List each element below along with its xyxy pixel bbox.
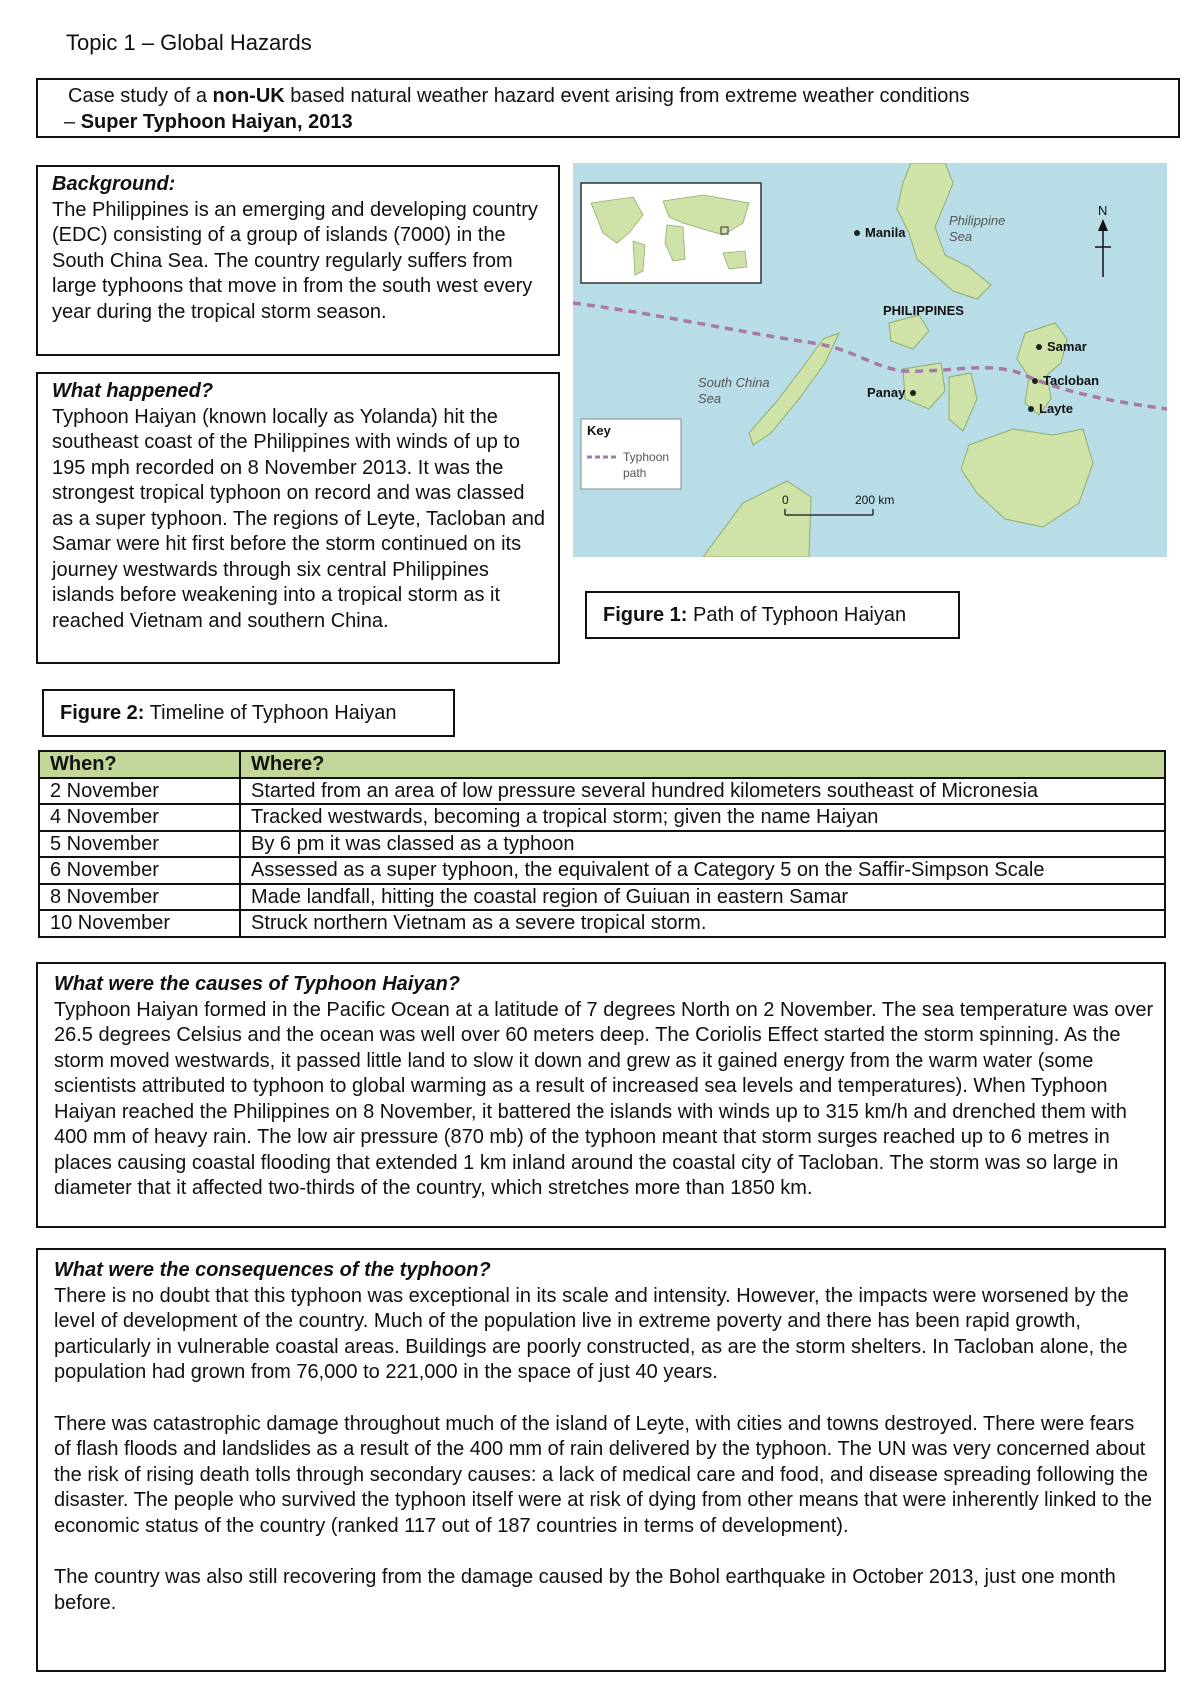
cell-where: Made landfall, hitting the coastal region of Guiuan in eastern Samar <box>240 884 1165 911</box>
causes-heading: What were the causes of Typhoon Haiyan? <box>54 973 460 995</box>
what-happened-text: Typhoon Haiyan (known locally as Yolanda) hit the southeast coast of the Philippines with winds of up to 195 mph recorded on 8 November 2013. It was the strongest tropical typhoon on record and was classed as a super typhoon. The regions of Leyte, Tacloban and Samar were hit first before the storm continued on its journey westwards through six central Philippines islands before weakening into a tropical storm as it reached Vietnam and southern China. <box>52 405 545 632</box>
header-where: Where? <box>240 751 1165 778</box>
cell-when: 8 November <box>39 884 240 911</box>
cell-where: Tracked westwards, becoming a tropical storm; given the name Haiyan <box>240 804 1165 831</box>
timeline-header-row <box>39 751 1165 778</box>
cell-where: Assessed as a super typhoon, the equivalent of a Category 5 on the Saffir-Simpson Scale <box>240 857 1165 884</box>
tacloban-dot <box>1032 378 1038 384</box>
consequences-paragraph-3: The country was also still recovering from the damage caused by the Bohol earthquake in October 2013, just one month before. <box>54 1566 1116 1614</box>
cell-when: 2 November <box>39 778 240 805</box>
samar-dot <box>1036 344 1042 350</box>
causes-box <box>36 962 1166 1228</box>
manila-label: Manila <box>865 225 906 240</box>
figure-2-caption: Figure 2: Timeline of Typhoon Haiyan <box>42 689 455 737</box>
layte-label: Layte <box>1039 401 1073 416</box>
layte-dot <box>1028 406 1034 412</box>
tacloban-label: Tacloban <box>1043 373 1100 388</box>
background-heading: Background: <box>52 173 176 195</box>
key-title: Key <box>587 423 611 438</box>
philippine-sea-label-1: Philippine <box>949 213 1006 228</box>
consequences-paragraph-1: There is no doubt that this typhoon was exceptional in its scale and intensity. However, the impacts were worsened by the level of development of the country. Much of the population live in extreme poverty and there has been rapid growth, particularly in vulnerable coastal areas. Buildings are poorly constructed, as are the storm shelters. In Tacloban alone, the population had grown from 76,000 to 221,000 in the space of just 40 years. <box>54 1284 1129 1383</box>
table-row <box>39 778 1165 805</box>
table-row <box>39 910 1165 937</box>
cell-when: 5 November <box>39 831 240 858</box>
philippine-sea-label-2: Sea <box>949 229 973 244</box>
key-item-line-2: path <box>623 466 647 480</box>
scale-end-label: 200 km <box>855 493 895 507</box>
philippines-label: PHILIPPINES <box>883 303 964 318</box>
cell-where: Struck northern Vietnam as a severe tropical storm. <box>240 910 1165 937</box>
consequences-paragraph-2: There was catastrophic damage throughout much of the island of Leyte, with cities and towns destroyed. There were fears of flash floods and landslides as a result of the 400 mm of rain delivered by the typhoon. The UN was very concerned about the risk of rising death tolls through secondary causes: a lack of medical care and food, and disease spreading following the disaster. The people who survived the typhoon itself were at risk of dying from other means that were inherently linked to the economic status of the country (ranked 117 out of 187 countries in terms of development). <box>54 1412 1152 1537</box>
cell-where: Started from an area of low pressure several hundred kilometers southeast of Micronesia <box>240 778 1165 805</box>
cell-when: 6 November <box>39 857 240 884</box>
timeline-table <box>38 750 1166 938</box>
case-study-title-box <box>36 78 1180 138</box>
consequences-heading: What were the consequences of the typhoon? <box>54 1259 491 1281</box>
cell-when: 4 November <box>39 804 240 831</box>
background-box <box>36 165 560 356</box>
cell-where: By 6 pm it was classed as a typhoon <box>240 831 1165 858</box>
page-title: Topic 1 – Global Hazards <box>66 30 312 55</box>
header-when: When? <box>39 751 240 778</box>
typhoon-path-map <box>573 163 1167 557</box>
scale-zero-label: 0 <box>782 493 789 507</box>
cell-when: 10 November <box>39 910 240 937</box>
table-row <box>39 857 1165 884</box>
south-china-sea-label-1: South China <box>698 375 770 390</box>
what-happened-box <box>36 372 560 664</box>
case-study-line-1: Case study of a non-UK based natural weather hazard event arising from extreme weather conditions <box>68 85 970 107</box>
south-china-sea-label-2: Sea <box>698 391 722 406</box>
north-label: N <box>1098 203 1108 218</box>
samar-label: Samar <box>1047 339 1087 354</box>
key-item-line-1: Typhoon <box>623 450 670 464</box>
table-row <box>39 884 1165 911</box>
causes-text: Typhoon Haiyan formed in the Pacific Ocean at a latitude of 7 degrees North on 2 November. The sea temperature was over 26.5 degrees Celsius and the ocean was well over 60 meters deep. The Coriolis Effect started the storm spinning. As the storm moved westwards, it passed little land to slow it down and grew as it gained energy from the warm water (some scientists attributed to typhoon to global warming as a result of increased sea levels and temperatures). When Typhoon Haiyan reached the Philippines on 8 November, it battered the islands with winds up to 315 km/h and drenched them with 400 mm of heavy rain. The low air pressure (870 mb) of the typhoon meant that storm surges reached up to 6 metres in places causing coastal flooding that extended 1 km inland around the coastal city of Tacloban. The storm was so large in diameter that it affected two-thirds of the country, which stretches more than 1850 km. <box>54 998 1154 1199</box>
figure-1-caption: Figure 1: Path of Typhoon Haiyan <box>585 591 960 639</box>
table-row <box>39 804 1165 831</box>
table-row <box>39 831 1165 858</box>
consequences-box <box>36 1248 1166 1672</box>
manila-dot <box>854 230 860 236</box>
what-happened-heading: What happened? <box>52 380 214 402</box>
panay-dot <box>910 390 916 396</box>
background-text: The Philippines is an emerging and developing country (EDC) consisting of a group of islands (7000) in the South China Sea. The country regularly suffers from large typhoons that move in from the south west every year during the tropical storm season. <box>52 198 538 323</box>
panay-label: Panay <box>867 385 906 400</box>
case-study-line-2: – Super Typhoon Haiyan, 2013 <box>64 111 353 133</box>
